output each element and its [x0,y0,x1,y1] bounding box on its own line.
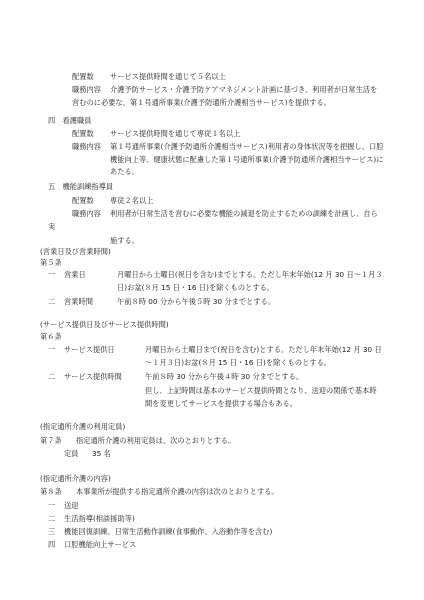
content-text: 本事業所が提供する指定通所介護の内容は次のとおりとする。 [76,487,279,496]
content-item: 機能回復訓練、日常生活動作訓練(食事動作、入浴動作等を含む) [64,527,273,536]
capacity-label: 定員 [64,449,79,458]
content-item: 送迎 [64,501,79,510]
trainer-duty-text: 利用者が日常生活を営むに必要な機能の減退を防止するための訓練を計画し、自ら [110,209,378,218]
content-item: 生活指導(相談援助等) [64,514,135,523]
nurse-count-text: サービス提供時間を通じて専従１名以上 [110,129,241,138]
capacity-value: 35 名 [92,449,111,458]
content-item-num: 二 [48,514,56,523]
business-days-heading: (営業日及び営業時間) [40,247,111,256]
article-5: 第５条 [40,258,62,267]
placement-count-label: 配置数 [72,72,94,81]
content-item: 口腔機能向上サービス [64,540,137,549]
article-8: 第８条 [40,487,62,496]
nurse-duty-text-end: あたる。 [110,167,139,176]
business-item2-label: 営業時間 [64,297,93,306]
article-7: 第７条 [40,436,62,445]
service-item1-num: 一 [48,345,56,354]
trainer-duty-label: 職務内容 [72,209,101,218]
content-item-num: 一 [48,501,56,510]
service-days-heading: (サービス提供日及びサービス提供時間) [40,320,169,329]
content-heading: (指定通所介護の内容) [40,474,111,483]
business-item2-text: 午前８時 00 分から午後５時 30 分までとする。 [117,297,276,306]
nurse-count-label: 配置数 [72,129,94,138]
capacity-heading: (指定通所介護の利用定員) [40,422,126,431]
nurse-duty-text-cont: 機能向上等、健康状態に配慮した第１号通所事業(介護予防通所介護相当サービス)に [110,155,384,164]
nurse-duty-text: 第１号通所事業(介護予防通所介護相当サービス)利用者の身体状況等を把握し、口腔 [110,142,384,151]
service-item1-text: 月曜日から土曜日まで(祝日を含む)とする。ただし年末年始(12 月 30 日 [145,345,382,354]
business-item1-text: 月曜日から土曜日(祝日を含む)までとする。ただし年末年始(12 月 30 日～１月３ [117,270,383,279]
content-item-num: 三 [48,527,56,536]
trainer-duty-end: 施する。 [110,236,139,245]
service-item2-label: サービス提供時間 [64,372,122,381]
service-item1-text-cont: ～１月３日)お盆(８月 15 日・16 日)を除くものとする。 [145,358,332,367]
service-item2-text: 午前８時 30 分から午後４時 30 分までとする。 [145,372,304,381]
business-item1-text-cont: 日)お盆(８月 15 日・16 日)を除くものとする。 [117,283,275,292]
capacity-text: 指定通所介護の利用定員は、次のとおりとする。 [76,436,236,445]
placement-count-text: サービス提供時間を通じて５名以上 [110,72,226,81]
duty-text-cont: 営むのに必要な、第１号通所事業(介護予防通所介護相当サービス)を提供する。 [72,98,332,107]
trainer-count-label: 配置数 [72,196,94,205]
trainer-duty-wrap: 実 [48,222,56,231]
business-item1-label: 営業日 [64,270,86,279]
duty-label: 職務内容 [72,85,101,94]
content-item-num: 四 [48,540,56,549]
article-6: 第６条 [40,332,62,341]
nurse-duty-label: 職務内容 [72,142,101,151]
service-item1-label: サービス提供日 [64,345,115,354]
duty-text: 介護予防サービス・介護予防ケアマネジメント計画に基づき、利用者が日常生活を [110,85,378,94]
trainer-count-text: 専従２名以上 [110,196,154,205]
business-item1-num: 一 [48,270,56,279]
nurse-heading: 四 看護職員 [48,116,92,125]
trainer-heading: 五 機能訓練指導員 [48,182,114,191]
service-item2-num: 二 [48,372,56,381]
business-item2-num: 二 [48,297,56,306]
service-item2-note-cont: 間を変更してサービスを提供する場合もある。 [145,399,297,408]
service-item2-note: 但し、上記時間は基本のサービス提供時間となり、送迎の関係で基本時 [145,386,377,395]
